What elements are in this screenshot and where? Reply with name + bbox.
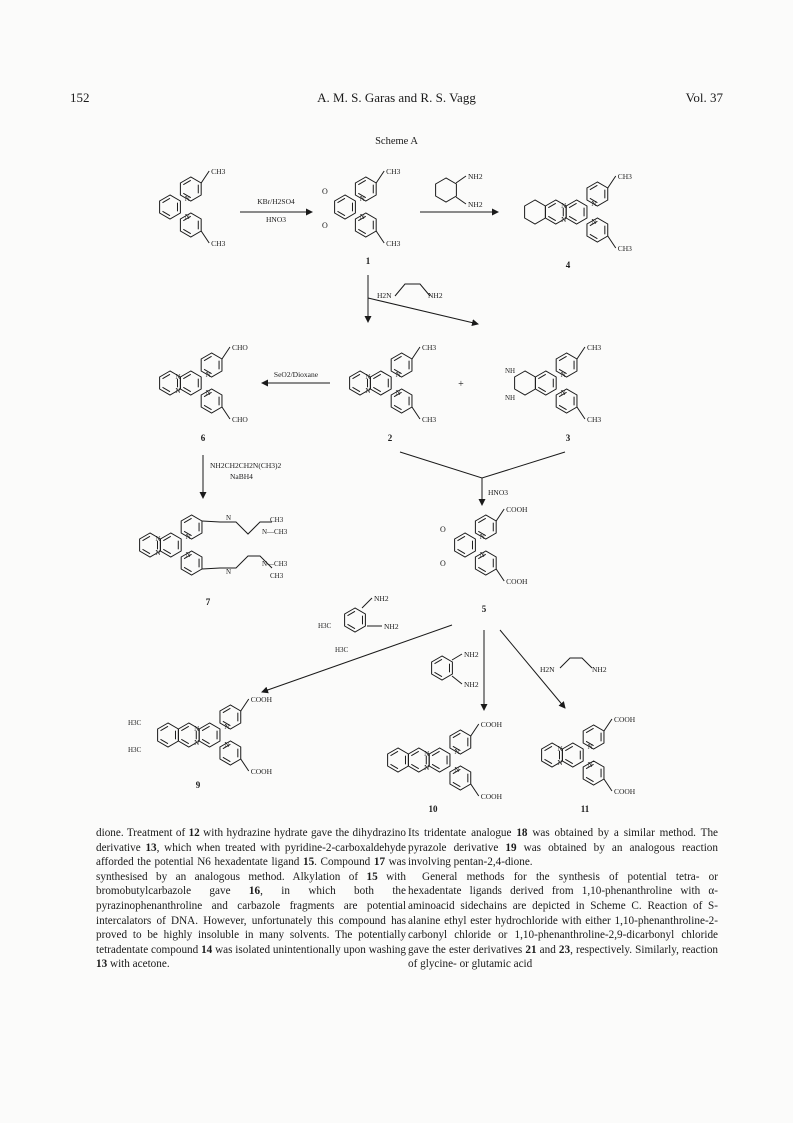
substituent-bond: [496, 509, 504, 521]
ch3-label: CH3: [270, 572, 284, 580]
nitrogen-label: N: [561, 216, 567, 224]
nitrogen-label: N: [561, 202, 567, 210]
compound-number: 10: [428, 804, 438, 814]
text-run: was obtained by a similar method. The pyrazole derivative: [408, 827, 718, 854]
nme2-label: N—CH3: [262, 528, 288, 536]
substituent-bond: [604, 719, 612, 731]
substituent-bond: [471, 724, 479, 736]
text-run: with hydrazine hydrate gave the dihydrazino derivative: [96, 827, 406, 854]
compound-4-cyclohexyl-ring: [525, 200, 546, 224]
nitrogen-label: N: [557, 759, 563, 767]
ethylenediamine-chain: [560, 658, 592, 668]
nitrogen-label: N: [365, 373, 371, 381]
substituent-bond: [412, 347, 420, 359]
reagent-label: NH2CH2CH2N(CH3)2: [210, 461, 282, 470]
substituent-bond: [376, 171, 384, 183]
cho-label: CHO: [231, 415, 248, 424]
substituent-bond: [452, 676, 462, 684]
cooh-label: COOH: [613, 787, 636, 796]
nh2-label: NH2: [468, 200, 483, 209]
reaction-arrow: [262, 625, 452, 692]
compound-number: 2: [387, 433, 393, 443]
nh-label: NH: [505, 367, 516, 375]
nitrogen-label: N: [587, 761, 593, 769]
compound-ref: 12: [188, 827, 200, 839]
scheme-title: Scheme A: [375, 136, 418, 147]
nitrogen-label: N: [185, 533, 191, 541]
nitrogen-label: N: [359, 195, 365, 203]
nitrogen-label: N: [184, 213, 190, 221]
substituent-bond: [222, 407, 230, 419]
nitrogen-label: N: [194, 725, 200, 733]
compound-ref: 15: [302, 856, 315, 869]
ch3-label: CH3: [586, 343, 602, 352]
running-authors: A. M. S. Garas and R. S. Vagg: [317, 90, 476, 105]
compound-number: 11: [580, 804, 590, 814]
compound-ref: 14: [201, 943, 213, 956]
substituent-bond: [456, 197, 466, 204]
nitrogen-label: N: [224, 741, 230, 749]
compound-3-piperazine-ring: [515, 371, 536, 395]
reagent-label: HNO3: [266, 215, 286, 224]
compound-number: 3: [565, 433, 571, 443]
substituent-bond: [241, 759, 249, 771]
substituent-bond: [201, 231, 209, 243]
nitrogen-label: N: [359, 213, 365, 221]
converging-bracket: [400, 452, 565, 478]
cooh-label: COOH: [613, 715, 636, 724]
substituent-bond: [604, 779, 612, 791]
nitrogen-label: N: [185, 551, 191, 559]
text-run: dione. Treatment of: [96, 827, 189, 839]
substituent-bond: [412, 407, 420, 419]
nitrogen-label: N: [587, 743, 593, 751]
compound-ref: 13: [96, 958, 108, 971]
reagent-label: KBr/H2SO4: [257, 197, 295, 206]
oxygen-label: O: [322, 187, 328, 196]
substituent-bond: [456, 176, 466, 183]
compound-number: 7: [205, 597, 211, 607]
nitrogen-label: N: [175, 387, 181, 395]
substituent-bond: [362, 598, 372, 608]
reaction-arrow: [500, 630, 565, 708]
nitrogen-label: N: [155, 549, 161, 557]
nitrogen-label: N: [454, 766, 460, 774]
substituent-bond: [222, 347, 230, 359]
compound-ref: 16: [248, 885, 261, 898]
body-column-left: [96, 826, 406, 972]
substituent-bond: [577, 347, 585, 359]
cyclohexane-ring: [436, 178, 457, 202]
compound-ref: 23: [558, 943, 571, 956]
text-run: General methods for the synthesis of potential tetra- or hexadentate ligands derived from 1,10-phenanthroline with α-aminoacid sidechains are depicted in Scheme C. Reaction of S-alanine ethyl ester hydrochloride with either 1,10-phenanthroline-2-carbonyl chloride or 1,10-phenanthroline-2,9-dicarbonyl chloride gave the ester derivatives: [408, 870, 718, 956]
nh2-label: NH2: [464, 650, 479, 659]
nitrogen-label: N: [155, 535, 161, 543]
nitrogen-label: N: [424, 750, 430, 758]
nitrogen-label: N: [591, 200, 597, 208]
plus-sign: +: [458, 379, 464, 390]
compound-ref: 13: [145, 841, 157, 854]
nitrogen-label: N: [184, 195, 190, 203]
substituent-bond: [241, 699, 249, 711]
nh2-label: NH2: [592, 665, 607, 674]
ch3-label: CH3: [386, 239, 401, 248]
substituent-bond: [376, 231, 384, 243]
text-run: was synthesised by an analogous method. Alkylation of: [96, 856, 406, 883]
ch3-label: CH3: [421, 343, 437, 352]
text-run: was obtained by an analogous reaction involving pentan-2,4-dione.: [408, 841, 718, 869]
h3c-label: H3C: [128, 719, 142, 727]
body-column-right: [408, 826, 718, 972]
nitrogen-label: N: [395, 389, 401, 397]
text-run: Its tridentate analogue: [408, 827, 517, 839]
reaction-arrow: [368, 298, 478, 324]
text-run: was isolated unintentionally upon washing: [212, 943, 406, 956]
cooh-label: COOH: [506, 505, 528, 514]
ch3-label: CH3: [617, 244, 632, 253]
nh2-label: NH2: [384, 622, 399, 631]
nitrogen-label: N: [479, 533, 485, 541]
compound-ref: 21: [525, 943, 537, 956]
nitrogen-label: N: [395, 371, 401, 379]
cooh-label: COOH: [250, 695, 273, 704]
nitrogen-label: N: [424, 764, 430, 772]
h2n-label: H2N: [377, 291, 392, 300]
compound-ref: 17: [373, 856, 386, 869]
cooh-label: COOH: [480, 792, 503, 801]
nh2-label: NH2: [374, 594, 389, 603]
cooh-label: COOH: [250, 767, 273, 776]
text-run: , in which both the pyrazinophenanthroline and carbazole fragments are potential intercalators of DNA. However, unfortunately this compound has proved to be highly insoluble in many solvents. The potentially tetradentate compound: [96, 885, 406, 956]
nitrogen-label: N: [194, 739, 200, 747]
nme2-label: N—CH3: [262, 560, 288, 568]
ch3-label: CH3: [270, 516, 284, 524]
nh2-label: NH2: [464, 680, 479, 689]
body-paragraph: [408, 870, 718, 972]
text-run: . Compound: [314, 856, 374, 869]
body-paragraph: [408, 826, 718, 870]
oxygen-label: O: [440, 525, 446, 534]
substituent-bond: [452, 654, 462, 660]
cooh-label: COOH: [506, 577, 528, 586]
nitrogen-label: N: [224, 723, 230, 731]
text-run: with acetone.: [107, 958, 170, 971]
substituent-bond: [608, 236, 616, 248]
ch3-label: CH3: [617, 172, 632, 181]
reagent-label: SeO2/Dioxane: [273, 370, 319, 379]
text-run: with bromobutylcarbazole gave: [96, 870, 406, 898]
nitrogen-label: N: [226, 568, 232, 576]
compound-ref: 19: [505, 841, 517, 854]
nitrogen-label: N: [560, 371, 566, 379]
ch3-label: CH3: [211, 239, 226, 248]
h3c-label: H3C: [318, 622, 332, 630]
compound-number: 1: [365, 256, 371, 266]
compound-number: 6: [200, 433, 206, 443]
ch3-label: CH3: [386, 167, 401, 176]
compound-ref: 15: [366, 870, 378, 883]
cho-label: CHO: [231, 343, 248, 352]
h3c-label: H3C: [128, 746, 142, 754]
page-number: 152: [70, 90, 90, 105]
compound-ref: 18: [516, 827, 528, 839]
nh-label: NH: [505, 394, 516, 402]
nitrogen-label: N: [175, 373, 181, 381]
nitrogen-label: N: [205, 371, 211, 379]
ch3-label: CH3: [211, 167, 226, 176]
compound-number: 9: [195, 780, 201, 790]
substituent-bond: [577, 407, 585, 419]
ethylenediamine-chain: [395, 284, 430, 296]
cooh-label: COOH: [480, 720, 503, 729]
nitrogen-label: N: [205, 389, 211, 397]
nh2-label: NH2: [468, 172, 483, 181]
substituent-bond: [496, 569, 504, 581]
h2n-label: H2N: [540, 665, 555, 674]
nitrogen-label: N: [560, 389, 566, 397]
body-paragraph: [96, 826, 406, 972]
h3c-label: H3C: [335, 646, 349, 654]
compound-number: 4: [565, 260, 571, 270]
text-run: , respectively. Similarly, reaction of glycine- or glutamic acid: [408, 943, 719, 971]
ch3-label: CH3: [421, 415, 437, 424]
nitrogen-label: N: [557, 745, 563, 753]
nitrogen-label: N: [365, 387, 371, 395]
reagent-label: HNO3: [488, 488, 508, 497]
nitrogen-label: N: [454, 748, 460, 756]
reagent-label: NaBH4: [230, 472, 253, 481]
nitrogen-label: N: [591, 218, 597, 226]
ch3-label: CH3: [586, 415, 602, 424]
substituent-bond: [608, 176, 616, 188]
nitrogen-label: N: [226, 514, 232, 522]
substituent-bond: [201, 171, 209, 183]
substituent-bond: [471, 784, 479, 796]
nitrogen-label: N: [479, 551, 485, 559]
nh2-label: NH2: [428, 291, 443, 300]
volume-label: Vol. 37: [685, 90, 723, 105]
oxygen-label: O: [322, 221, 328, 230]
oxygen-label: O: [440, 559, 446, 568]
text-run: and: [536, 943, 559, 956]
text-run: , which when treated with pyridine-2-carboxaldehyde afforded the potential N6 hexadentate ligand: [96, 841, 406, 869]
compound-number: 5: [481, 604, 487, 614]
